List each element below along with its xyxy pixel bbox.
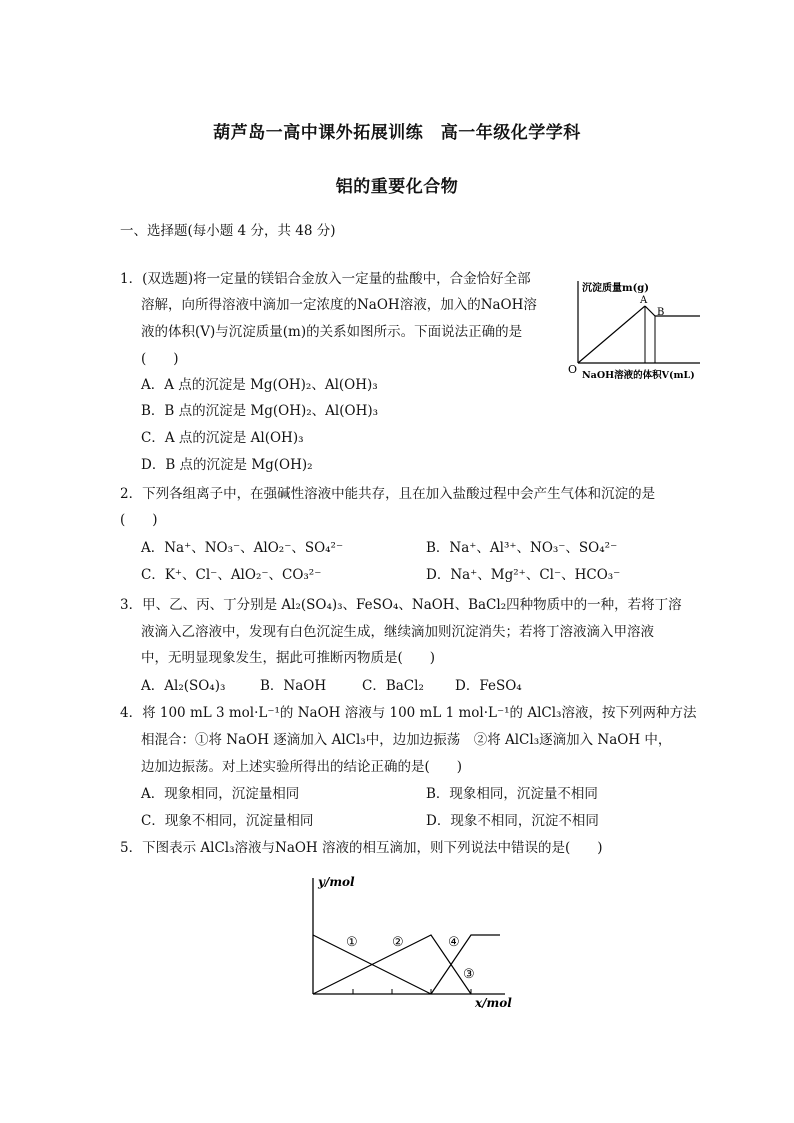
q5-label-2: ② [392, 935, 404, 950]
q2-option-d: D．Na⁺、Mg²⁺、Cl⁻、HCO₃⁻ [426, 567, 621, 583]
q1-line-4: ( ) [141, 351, 179, 367]
q1-figure [560, 275, 710, 385]
document-subtitle: 铝的重要化合物 [335, 177, 459, 197]
q5-x-label: x/mol [475, 996, 512, 1010]
q1-x-label: NaOH溶液的体积V(mL) [582, 370, 695, 381]
q3-line-1: 3．甲、乙、丙、丁分别是 Al₂(SO₄)₃、FeSO₄、NaOH、BaCl₂四种物质中的一种，若将丁溶 [120, 597, 682, 613]
q5-label-3: ③ [463, 967, 475, 982]
q4-option-a: A．现象相同，沉淀量相同 [141, 786, 300, 802]
q4-option-c: C．现象不相同，沉淀量相同 [141, 813, 314, 829]
q2-line-2: ( ) [120, 512, 158, 528]
q1-line-2: 溶解，向所得溶液中滴加一定浓度的NaOH溶液，加入的NaOH溶 [141, 297, 537, 313]
q5-line-1: 5．下图表示 AlCl₃溶液与NaOH 溶液的相互滴加，则下列说法中错误的是( ) [120, 840, 603, 856]
q4-option-d: D．现象不相同，沉淀不相同 [426, 813, 599, 829]
q3-line-2: 液滴入乙溶液中，发现有白色沉淀生成，继续滴加则沉淀消失；若将丁溶液滴入甲溶液 [141, 624, 654, 640]
q5-figure [300, 870, 515, 1010]
q5-label-1: ① [346, 935, 358, 950]
q2-option-a: A．Na⁺、NO₃⁻、AlO₂⁻、SO₄²⁻ [141, 540, 344, 556]
q1-falling-line [645, 306, 655, 316]
q2-line-1: 2．下列各组离子中，在强碱性溶液中能共存，且在加入盐酸过程中会产生气体和沉淀的是 [120, 486, 656, 502]
q1-origin: O [568, 363, 578, 376]
q2-option-b: B．Na⁺、Al³⁺、NO₃⁻、SO₄²⁻ [426, 540, 618, 556]
q3-option-a: A．Al₂(SO₄)₃ [141, 678, 226, 694]
q1-y-label: 沉淀质量m(g) [582, 283, 650, 294]
q1-option-c: C．A 点的沉淀是 Al(OH)₃ [141, 430, 304, 446]
q3-line-3: 中，无明显现象发生，据此可推断丙物质是( ) [141, 650, 436, 666]
q1-option-d: D．B 点的沉淀是 Mg(OH)₂ [141, 457, 313, 473]
q4-line-3: 边加边振荡。对上述实验所得出的结论正确的是( ) [141, 759, 463, 775]
q1-option-b: B．B 点的沉淀是 Mg(OH)₂、Al(OH)₃ [141, 403, 379, 419]
q5-y-label: y/mol [318, 875, 355, 889]
q3-option-d: D．FeSO₄ [455, 678, 522, 694]
q5-label-4: ④ [448, 935, 460, 950]
section-heading: 一、选择题(每小题 4 分，共 48 分) [120, 223, 336, 239]
q1-point-b: B [657, 307, 665, 318]
q1-line-1: 1．(双选题)将一定量的镁铝合金放入一定量的盐酸中，合金恰好全部 [120, 271, 531, 287]
q3-option-b: B．NaOH [260, 678, 327, 694]
q1-rising-line [578, 306, 645, 363]
q4-line-1: 4．将 100 mL 3 mol·L⁻¹的 NaOH 溶液与 100 mL 1 mol·L⁻¹的 AlCl₃溶液，按下列两种方法 [120, 705, 697, 721]
q4-line-2: 相混合：①将 NaOH 逐滴加入 AlCl₃中，边加边振荡 ②将 AlCl₃逐滴加入 NaOH 中， [141, 732, 672, 748]
q1-point-a: A [640, 295, 648, 306]
document-title: 葫芦岛一高中课外拓展训练 高一年级化学学科 [213, 123, 581, 143]
q4-option-b: B．现象相同，沉淀量不相同 [426, 786, 598, 802]
q1-option-a: A．A 点的沉淀是 Mg(OH)₂、Al(OH)₃ [141, 377, 378, 393]
q1-line-3: 液的体积(V)与沉淀质量(m)的关系如图所示。下面说法正确的是 [141, 324, 523, 340]
q2-option-c: C．K⁺、Cl⁻、AlO₂⁻、CO₃²⁻ [141, 567, 322, 583]
q3-option-c: C．BaCl₂ [362, 678, 424, 694]
